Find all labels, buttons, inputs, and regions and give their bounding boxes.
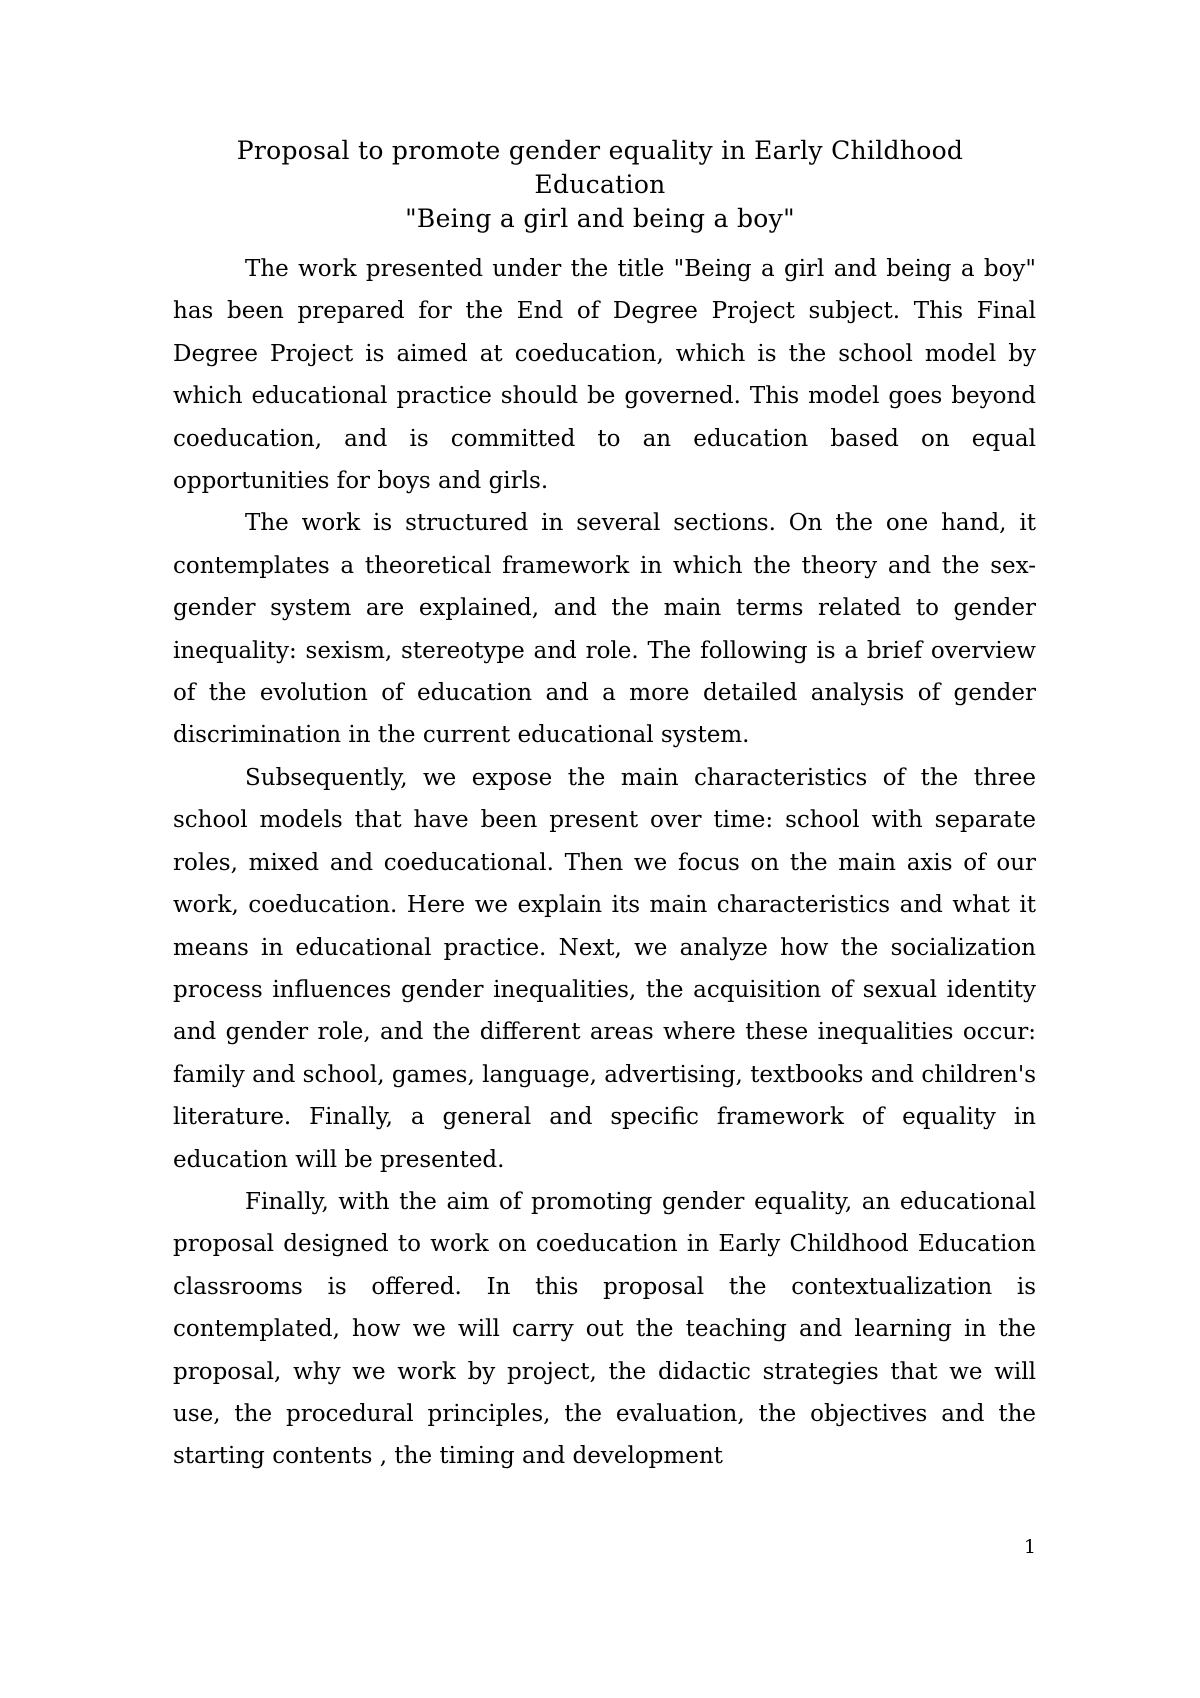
paragraph-1: The work presented under the title "Being a girl and being a boy" has been prepared for the End of Degree Project subject. This Final Degree Project is aimed at coeducation, which is the school model by which educational practice should be governed. This model goes beyond coeducation, and is committed to an education based on equal opportunities for boys and girls. <box>173 256 1036 495</box>
document-title <box>0 134 1200 236</box>
paragraph-3: Subsequently, we expose the main characteristics of the three school models that have been present over time: school with separate roles, mixed and coeducational. Then we focus on the main axis of our work, coeducation. Here we explain its main characteristics and what it means in educational practice. Next, we analyze how the socialization process influences gender inequalities, the acquisition of sexual identity and gender role, and the different areas where these inequalities occur: family and school, games, language, advertising, textbooks and children's literature. Finally, a general and specific framework of equality in education will be presented. <box>173 764 1036 1173</box>
title-line-3: "Being a girl and being a boy" <box>405 204 795 233</box>
paragraph-2: The work is structured in several sections. On the one hand, it contemplates a theoretical framework in which the theory and the sex-gender system are explained, and the main terms related to gender inequality: sexism, stereotype and role. The following is a brief overview of the evolution of education and a more detailed analysis of gender discrimination in the current educational system. <box>173 510 1036 749</box>
document-body <box>173 248 1036 1478</box>
page-number: 1 <box>1023 1536 1036 1558</box>
paragraph-4: Finally, with the aim of promoting gender equality, an educational proposal designed to work on coeducation in Early Childhood Education classrooms is offered. In this proposal the contextualization is contemplated, how we will carry out the teaching and learning in the proposal, why we work by project, the didactic strategies that we will use, the procedural principles, the evaluation, the objectives and the starting contents , the timing and development <box>173 1188 1036 1470</box>
title-line-1: Proposal to promote gender equality in Early Childhood <box>236 136 964 165</box>
title-line-2: Education <box>534 170 666 199</box>
